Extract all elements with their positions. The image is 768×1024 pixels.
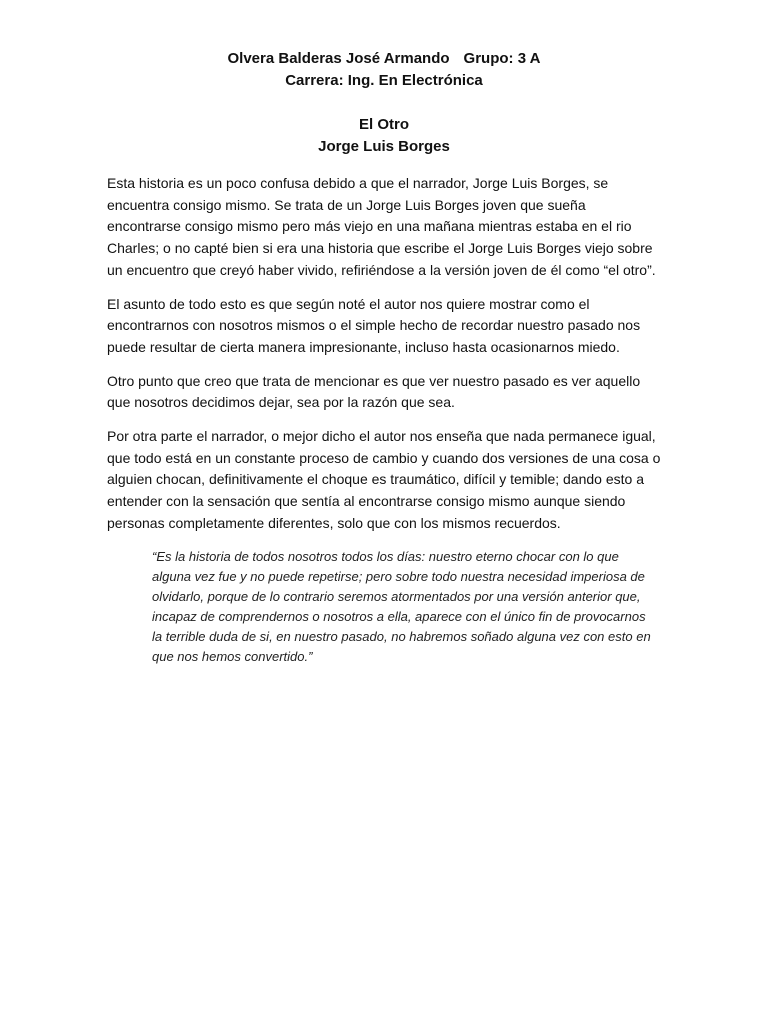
group-label: Grupo: 3 A <box>463 50 541 67</box>
paragraph: Por otra parte el narrador, o mejor dicho el autor nos enseña que nada permanece igual, que todo está en un constante proceso de cambio y cuando dos versiones de una cosa o alguien chocan, definitivamente el choque es traumático, difícil y temible; dando esto a entender con la sensación que sentía al encontrarse consigo mismo aunque siendo personas completamente diferentes, solo que con los mismos recuerdos. <box>107 428 661 531</box>
paragraph: Esta historia es un poco confusa debido a que el narrador, Jorge Luis Borges, se encuentra consigo mismo. Se trata de un Jorge Luis Borges joven que sueña encontrarse consigo mismo pero más viejo en una mañana mientras estaba en el rio Charles; o no capté bien si era una historia que escribe el Jorge Luis Borges viejo sobre un encuentro que creyó haber vivido, refiriéndose a la versión joven de él como “el otro”. <box>107 175 656 278</box>
author-line <box>0 48 768 70</box>
paragraph: Otro punto que creo que trata de mencionar es que ver nuestro pasado es ver aquello que nosotros decidimos dejar, sea por la razón que sea. <box>107 372 641 411</box>
document-header <box>0 48 768 92</box>
work-author: Jorge Luis Borges <box>318 138 450 155</box>
paragraph: El asunto de todo esto es que según noté el autor nos quiere mostrar como el encontrarnos con nosotros mismos o el simple hecho de recordar nuestro pasado nos puede resultar de cierta manera impresionante, incluso hasta ocasionarnos miedo. <box>107 295 641 355</box>
block-quote: “Es la historia de todos nosotros todos los días: nuestro eterno chocar con lo que alguna vez fue y no puede repetirse; pero sobre todo nuestra necesidad imperiosa de olvidarlo, porque de lo contrario seremos atormentados por una versión anterior que, incapaz de comprendernos o nosotros a ella, aparece con el único fin de provocarnos la terrible duda de si, en nuestro pasado, no habremos soñado alguna vez con esto en que nos hemos convertido.” <box>152 548 651 664</box>
essay-body <box>107 173 663 667</box>
author-name: Olvera Balderas José Armando <box>227 50 450 67</box>
work-title: El Otro <box>358 116 409 133</box>
work-title-block <box>0 114 768 158</box>
career-label: Carrera: Ing. En Electrónica <box>285 72 483 89</box>
